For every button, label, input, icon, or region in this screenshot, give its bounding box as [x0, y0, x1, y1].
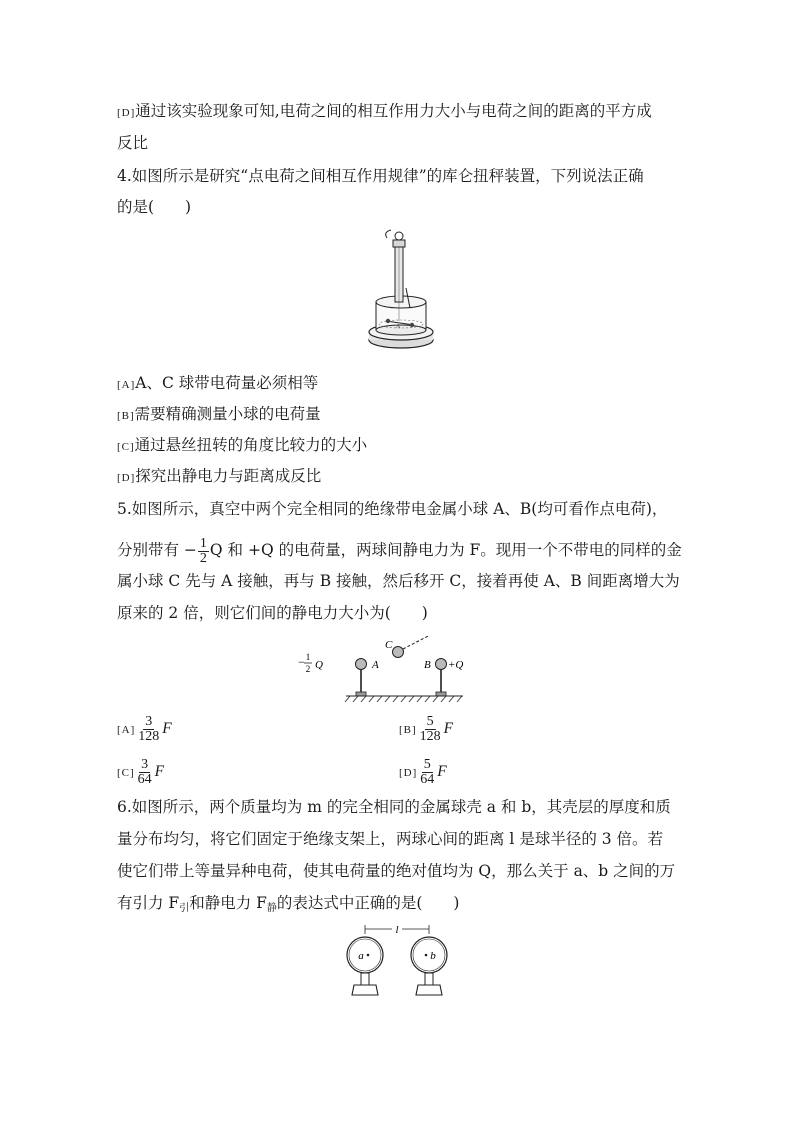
- charged-spheres-figure: [298, 636, 478, 704]
- q4-option-c[interactable]: [117, 435, 367, 457]
- half-den: 2: [305, 664, 311, 674]
- option-text: 探究出静电力与距离成反比: [135, 467, 322, 485]
- fraction: $\frac{3}{64}$: [137, 756, 152, 787]
- option-text: 需要精确测量小球的电荷量: [134, 405, 321, 423]
- q4-option-b[interactable]: [117, 404, 321, 426]
- option-label: [A]: [117, 379, 136, 391]
- q3-option-d: [117, 101, 652, 123]
- charge-b-label: +Q: [448, 659, 464, 671]
- fraction: $\frac{5}{64}$: [420, 756, 435, 787]
- q4-stem-line1: 4.如图所示是研究“点电荷之间相互作用规律”的库仑扭秤装置，下列说法正确: [117, 167, 644, 185]
- q5-stem-line1: 5.如图所示，真空中两个完全相同的绝缘带电金属小球 A、B(均可看作点电荷)，: [117, 500, 668, 518]
- shell-a-label: a: [358, 950, 364, 962]
- q5-stem-line2: 分别带有 − $\frac{1}{2}$ Q 和 +Q 的电荷量，两球间静电力为 F。现用一个不带电的同样的金: [117, 535, 682, 566]
- torsion-balance-figure: [360, 226, 442, 356]
- svg-text:A: A: [396, 324, 401, 330]
- q6-stem-line4: 有引力 $F_引$和静电力 $F_静$的表达式中正确的是( ): [117, 894, 460, 914]
- q5-stem-line4: 原来的 2 倍，则它们间的静电力大小为( ): [117, 604, 428, 622]
- q5-option-b[interactable]: [B] $\frac{5}{128}$ F: [399, 713, 454, 744]
- fraction-half: $\frac{1}{2}$: [199, 535, 207, 566]
- q6-stem-line2: 量分布均匀，将它们固定于绝缘支架上，两球心间的距离 l 是球半径的 3 倍。若: [117, 830, 664, 848]
- option-text: 通过该实验现象可知,电荷之间的相互作用力大小与电荷之间的距离的平方成: [135, 102, 652, 120]
- q4-option-a[interactable]: [117, 373, 318, 395]
- q5-stem-line3: 属小球 C 先与 A 接触，再与 B 接触，然后移开 C，接着再使 A、B 间距离增大为: [117, 572, 680, 590]
- q5-option-a[interactable]: [A] $\frac{3}{128}$ F: [117, 713, 172, 744]
- q6-stem-line1: 6.如图所示，两个质量均为 m 的完全相同的金属球壳 a 和 b，其壳层的厚度和质: [117, 798, 671, 816]
- metal-shells-figure: [344, 925, 450, 999]
- sphere-b-label: B: [424, 659, 431, 671]
- q5-option-d[interactable]: [D] $\frac{5}{64}$ F: [399, 756, 447, 787]
- option-label: [C]: [117, 441, 135, 453]
- fraction: $\frac{5}{128}$: [419, 713, 441, 744]
- distance-label: l: [395, 925, 399, 936]
- option-label: [D]: [117, 472, 136, 484]
- option-text: 通过悬丝扭转的角度比较力的大小: [134, 436, 368, 454]
- subscript-wan: 引: [179, 903, 190, 914]
- minus-sign: −: [298, 655, 305, 669]
- fraction: $\frac{3}{128}$: [138, 713, 160, 744]
- q5-option-c[interactable]: [C] $\frac{3}{64}$ F: [117, 756, 165, 787]
- sphere-c-label: C: [385, 639, 393, 651]
- q4-stem-line2: 的是( ): [117, 198, 192, 216]
- shell-b-label: b: [430, 950, 436, 962]
- option-label: [B]: [117, 410, 135, 422]
- charge-a-label: Q: [315, 659, 323, 671]
- sphere-a-label: A: [372, 659, 379, 671]
- half-num: 1: [305, 652, 311, 662]
- subscript-jing: 静: [266, 903, 277, 914]
- q6-stem-line3: 使它们带上等量异种电荷，使其电荷量的绝对值均为 Q，那么关于 a、b 之间的万: [117, 862, 676, 880]
- option-label: [D]: [117, 107, 136, 119]
- q3-option-d-cont: 反比: [117, 134, 149, 152]
- option-text: A、C 球带电荷量必须相等: [135, 374, 319, 392]
- q4-option-d[interactable]: [117, 466, 321, 488]
